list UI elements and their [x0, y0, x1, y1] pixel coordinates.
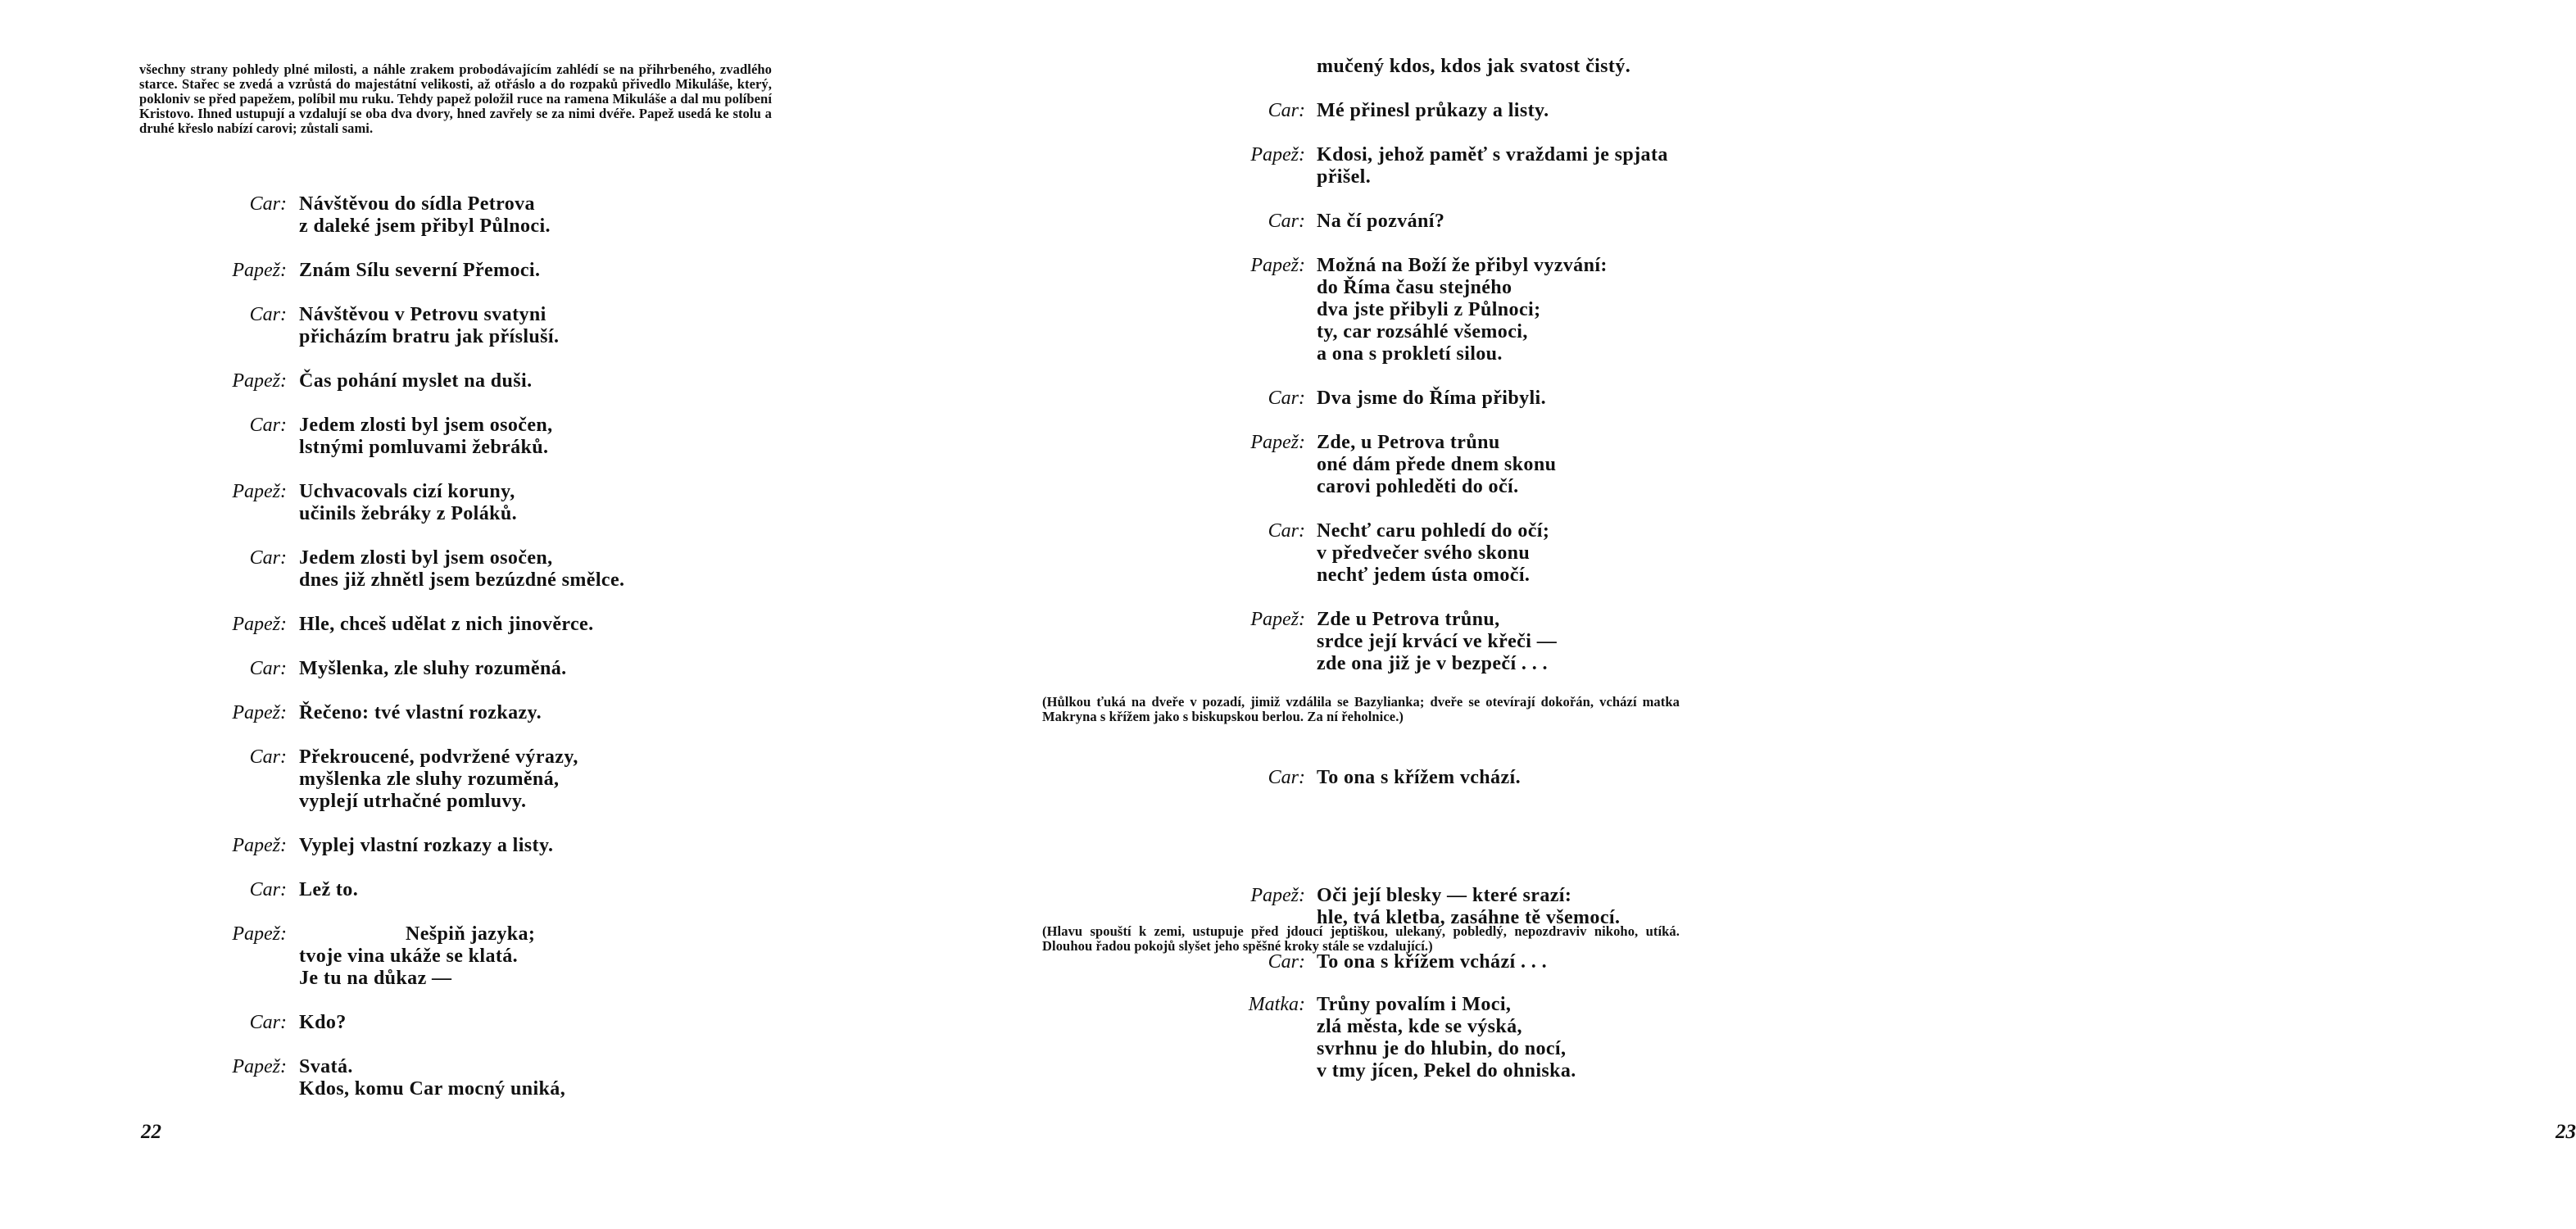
- verse-line: v předvečer svého skonu: [1317, 542, 1531, 564]
- verse-line: dnes již zhnětl jsem bezúzdné smělce.: [299, 569, 625, 591]
- speech-text: [1317, 211, 1444, 233]
- verse-line: myšlenka zle sluhy rozuměná,: [299, 769, 560, 790]
- verse-line: Návštěvou v Petrovu svatyni: [299, 304, 546, 325]
- speaker-label: Papež:: [1250, 144, 1305, 166]
- speech-text: [1317, 885, 1620, 929]
- speaker-label: Car:: [249, 1012, 287, 1033]
- speaker-label: Papež:: [1250, 885, 1305, 906]
- speaker-label: Car:: [249, 746, 287, 768]
- verse-line: nechť jedem ústa omočí.: [1317, 565, 1531, 586]
- verse-line: Znám Sílu severní Přemoci.: [299, 260, 541, 281]
- verse-line: Kdo?: [299, 1012, 347, 1033]
- verse-line: Řečeno: tvé vlastní rozkazy.: [299, 702, 542, 723]
- verse-line: Svatá.: [299, 1056, 353, 1077]
- speech-text: [299, 835, 553, 857]
- speaker-label: Papež:: [232, 260, 287, 281]
- verse-line: dva jste přibyli z Půlnoci;: [1317, 299, 1541, 320]
- verse-line: zde ona již je v bezpečí . . .: [1317, 653, 1548, 674]
- verse-line: zlá města, kde se výská,: [1317, 1016, 1522, 1037]
- speech-text: [1317, 100, 1549, 122]
- verse-line: To ona s křížem vchází.: [1317, 767, 1521, 788]
- verse-line: do Říma času stejného: [1317, 277, 1512, 298]
- speech-text: [299, 879, 358, 901]
- speech-text: [1317, 432, 1556, 498]
- page-number: 22: [141, 1121, 161, 1143]
- speaker-label: Car:: [1268, 767, 1305, 788]
- speaker-label: Car:: [249, 415, 287, 436]
- verse-line: Kdosi, jehož paměť s vraždami je spjata: [1317, 144, 1668, 166]
- verse-line: Překroucené, podvržené výrazy,: [299, 746, 578, 768]
- speaker-label: Papež:: [1250, 432, 1305, 453]
- verse-line: carovi pohleděti do očí.: [1317, 476, 1519, 497]
- verse-line: svrhnu je do hlubin, do nocí,: [1317, 1038, 1567, 1059]
- verse-line: Návštěvou do sídla Petrova: [299, 193, 535, 215]
- verse-line: Na čí pozvání?: [1317, 211, 1445, 232]
- verse-line: vyplejí utrhačné pomluvy.: [299, 791, 527, 812]
- speech-text: [1317, 994, 1576, 1082]
- speech-text: [1317, 144, 1668, 188]
- speech-text: [1317, 951, 1547, 973]
- speech-text: [1317, 609, 1557, 675]
- verse-line: Oči její blesky — které srazí:: [1317, 885, 1572, 906]
- verse-line: tvoje vina ukáže se klatá.: [299, 946, 519, 967]
- verse-line: Vyplej vlastní rozkazy a listy.: [299, 835, 554, 856]
- verse-line: Nechť caru pohledí do očí;: [1317, 520, 1550, 542]
- speaker-label: Matka:: [1248, 994, 1305, 1015]
- speech-text: [299, 415, 553, 459]
- speaker-label: Papež:: [232, 923, 287, 945]
- speaker-label: Car:: [249, 193, 287, 215]
- speech-text: [299, 370, 532, 392]
- speaker-label: Papež:: [232, 481, 287, 502]
- speech-text: [299, 260, 540, 282]
- verse-line: z daleké jsem přibyl Půlnoci.: [299, 215, 551, 237]
- verse-line: v tmy jícen, Pekel do ohniska.: [1317, 1060, 1576, 1082]
- verse-line: Zde, u Petrova trůnu: [1317, 432, 1500, 453]
- verse-line: Je tu na důkaz —: [299, 968, 452, 989]
- verse-line: srdce její krvácí ve křeči —: [1317, 631, 1558, 652]
- verse-line: přišel.: [1317, 166, 1372, 188]
- speech-text: [1317, 520, 1549, 587]
- left-page: [0, 0, 902, 1229]
- stage-direction: všechny strany pohledy plné milosti, a náhle zrakem probodávajícím zahlédí se na přihrbeného, zvadlého starce. Stařec se zvedá a vzrůstá do majestátní velikosti, až otřáslo a do rozpaků přivedlo Mikuláše, který, pokloniv se před papežem, políbil mu ruku. Tehdy papež položil ruce na ramena Mikuláše a dal mu políbení Kristovo. Ihned ustupují a vzdalují se oba dva dvory, hned zavřely se za nimi dvéře. Papež usedá ke stolu a druhé křeslo nabízí carovi; zůstali sami.: [139, 61, 772, 136]
- speech-text: [299, 658, 567, 680]
- verse-line: Lež to.: [299, 879, 359, 900]
- speaker-label: Car:: [1268, 100, 1305, 121]
- speaker-label: Papež:: [232, 370, 287, 392]
- speech-text: [299, 614, 594, 636]
- speech-text: [299, 746, 578, 813]
- speaker-label: Papež:: [232, 614, 287, 635]
- speaker-label: Papež:: [232, 1056, 287, 1077]
- speaker-label: Car:: [249, 304, 287, 325]
- speech-text: [299, 481, 517, 525]
- speech-text: [1317, 56, 1630, 78]
- verse-line: a ona s prokletí silou.: [1317, 343, 1503, 365]
- speech-text: [299, 547, 624, 592]
- speech-text: [299, 923, 535, 990]
- speaker-label: Car:: [1268, 520, 1305, 542]
- speech-text: [299, 304, 559, 348]
- verse-line: hle, tvá kletba, zasáhne tě všemocí.: [1317, 907, 1621, 928]
- verse-line: ty, car rozsáhlé všemoci,: [1317, 321, 1528, 342]
- speech-text: [1317, 255, 1608, 365]
- speaker-label: Car:: [1268, 951, 1305, 973]
- speaker-label: Papež:: [1250, 609, 1305, 630]
- verse-line: Možná na Boží že přibyl vyzvání:: [1317, 255, 1608, 276]
- verse-line: Nešpiň jazyka;: [406, 923, 536, 945]
- verse-line: Kdos, komu Car mocný uniká,: [299, 1078, 566, 1100]
- speech-text: [299, 193, 551, 238]
- verse-line: oné dám přede dnem skonu: [1317, 454, 1557, 475]
- page-number: 23: [2556, 1121, 2576, 1143]
- verse-line: Čas pohání myslet na duši.: [299, 370, 533, 392]
- verse-line: učinils žebráky z Poláků.: [299, 503, 518, 524]
- speaker-label: Car:: [249, 879, 287, 900]
- speaker-label: Car:: [1268, 388, 1305, 409]
- speech-text: [299, 702, 542, 724]
- speech-text: [299, 1012, 347, 1034]
- speech-text: [1317, 767, 1521, 789]
- verse-line: Uchvacovals cizí koruny,: [299, 481, 515, 502]
- stage-direction: (Hůlkou ťuká na dveře v pozadí, jimiž vzdálila se Bazylianka; dveře se otevírají dokořán, vchází matka Makryna s křížem jako s biskupskou berlou. Za ní řeholnice.): [1042, 694, 1680, 724]
- verse-line: přicházím bratru jak přísluší.: [299, 326, 560, 347]
- verse-line: Jedem zlosti byl jsem osočen,: [299, 547, 553, 569]
- speaker-label: Car:: [249, 547, 287, 569]
- speech-text: [299, 1056, 565, 1100]
- verse-line: lstnými pomluvami žebráků.: [299, 437, 549, 458]
- speaker-label: Car:: [249, 658, 287, 679]
- verse-line: Mé přinesl průkazy a listy.: [1317, 100, 1549, 121]
- verse-line: Myšlenka, zle sluhy rozuměná.: [299, 658, 567, 679]
- verse-line: To ona s křížem vchází . . .: [1317, 951, 1547, 973]
- verse-line: Hle, chceš udělat z nich jinověrce.: [299, 614, 594, 635]
- verse-line: mučený kdos, kdos jak svatost čistý.: [1317, 56, 1631, 77]
- speaker-label: Car:: [1268, 211, 1305, 232]
- verse-line: Jedem zlosti byl jsem osočen,: [299, 415, 553, 436]
- verse-line: Dva jsme do Říma přibyli.: [1317, 388, 1546, 409]
- speaker-label: Papež:: [1250, 255, 1305, 276]
- verse-line: Trůny povalím i Moci,: [1317, 994, 1512, 1015]
- verse-line: Zde u Petrova trůnu,: [1317, 609, 1500, 630]
- speaker-label: Papež:: [232, 835, 287, 856]
- stage-direction: (Hlavu spouští k zemi, ustupuje před jdoucí jeptiškou, ulekaný, pobledlý, nepozdraviv nikoho, utíká. Dlouhou řadou pokojů slyšet jeho spěšné kroky stále se vzdalující.): [1042, 923, 1680, 954]
- speech-text: [1317, 388, 1546, 410]
- speaker-label: Papež:: [232, 702, 287, 723]
